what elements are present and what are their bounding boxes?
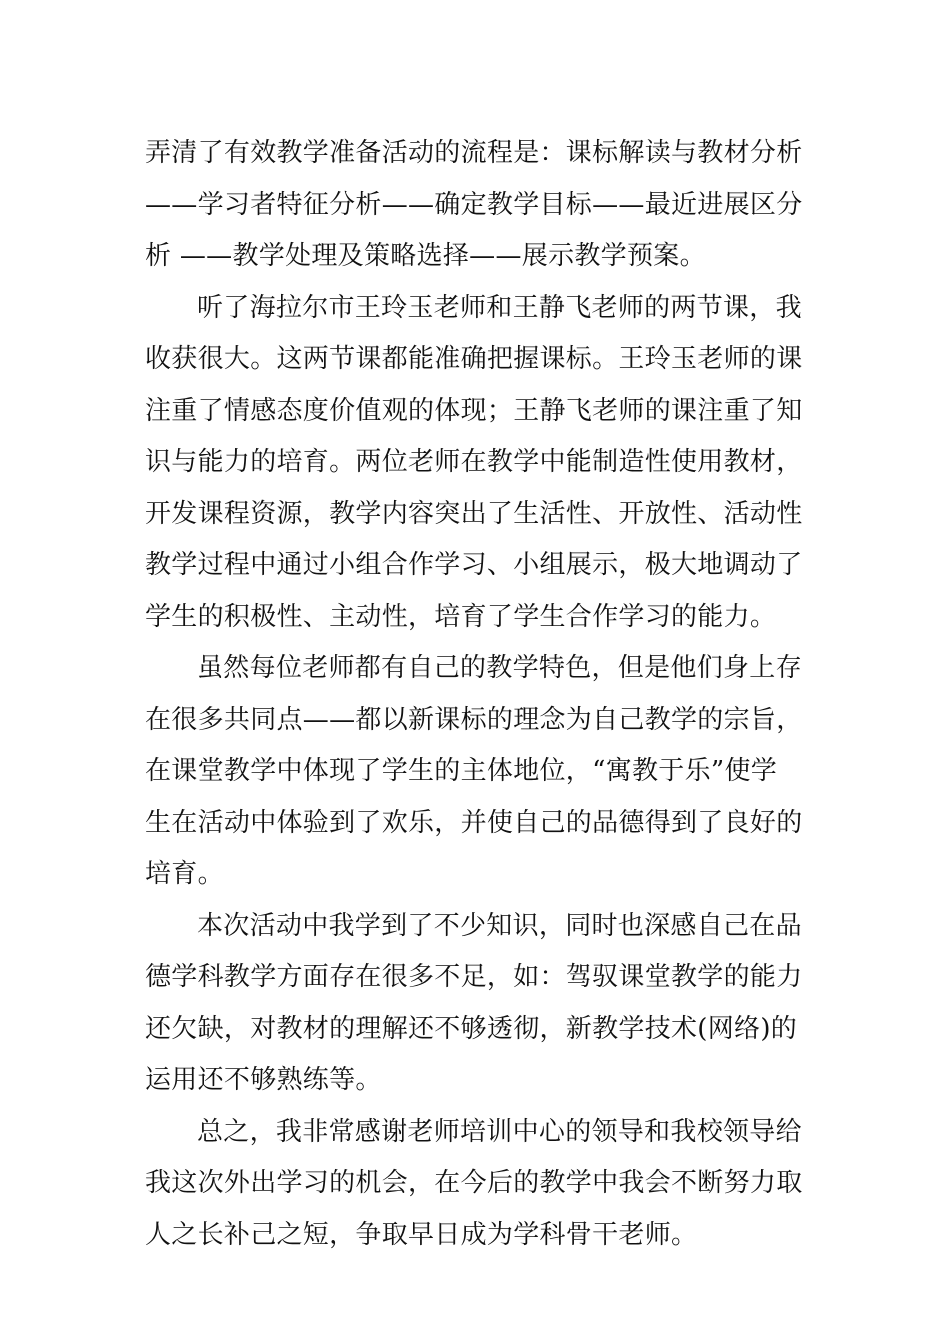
paragraph-line: 在课堂教学中体现了学生的主体地位，“寓教于乐”使学 — [145, 756, 778, 786]
paragraph-line: 运用还不够熟练等。 — [145, 1065, 382, 1095]
paragraph-line: 本次活动中我学到了不少知识，同时也深感自己在品 — [197, 910, 802, 941]
paragraph-line: 学生的积极性、主动性，培育了学生合作学习的能力。 — [145, 601, 777, 632]
paragraph-lesson-observation — [145, 283, 810, 644]
paragraph-line: ——学习者特征分析——确定教学目标——最近进展区分 — [145, 189, 803, 220]
document-body — [145, 128, 810, 1261]
paragraph-common-points — [145, 643, 810, 901]
paragraph-line: 弄清了有效教学准备活动的流程是：课标解读与教材分析 — [145, 138, 803, 168]
paragraph-line: 人之长补己之短，争取早日成为学科骨干老师。 — [145, 1219, 698, 1250]
paragraph-flow-summary — [145, 128, 810, 283]
paragraph-line: 注重了情感态度价值观的体现；王静飞老师的课注重了知 — [145, 395, 803, 426]
paragraph-line: 培育。 — [145, 859, 224, 889]
paragraph-line: 教学过程中通过小组合作学习、小组展示，极大地调动了 — [145, 550, 803, 580]
paragraph-line: 析 ——教学处理及策略选择——展示教学预案。 — [145, 241, 706, 271]
paragraph-line: 还欠缺，对教材的理解还不够透彻，新教学技术(网络)的 — [145, 1013, 798, 1044]
paragraph-line: 在很多共同点——都以新课标的理念为自己教学的宗旨， — [145, 704, 803, 735]
paragraph-self-reflection — [145, 901, 810, 1107]
paragraph-line: 收获很大。这两节课都能准确把握课标。王玲玉老师的课 — [145, 344, 803, 374]
paragraph-line: 虽然每位老师都有自己的教学特色，但是他们身上存 — [197, 653, 802, 683]
paragraph-line: 总之，我非常感谢老师培训中心的领导和我校领导给 — [197, 1116, 802, 1147]
paragraph-line: 德学科教学方面存在很多不足，如：驾驭课堂教学的能力 — [145, 962, 803, 992]
paragraph-line: 听了海拉尔市王玲玉老师和王静飞老师的两节课，我 — [197, 292, 802, 323]
paragraph-line: 识与能力的培育。两位老师在教学中能制造性使用教材， — [145, 447, 803, 477]
paragraph-line: 开发课程资源，教学内容突出了生活性、开放性、活动性 — [145, 498, 803, 529]
paragraph-conclusion — [145, 1107, 810, 1262]
paragraph-line: 生在活动中体验到了欢乐，并使自己的品德得到了良好的 — [145, 807, 803, 838]
paragraph-line: 我这次外出学习的机会，在今后的教学中我会不断努力取 — [145, 1168, 803, 1198]
